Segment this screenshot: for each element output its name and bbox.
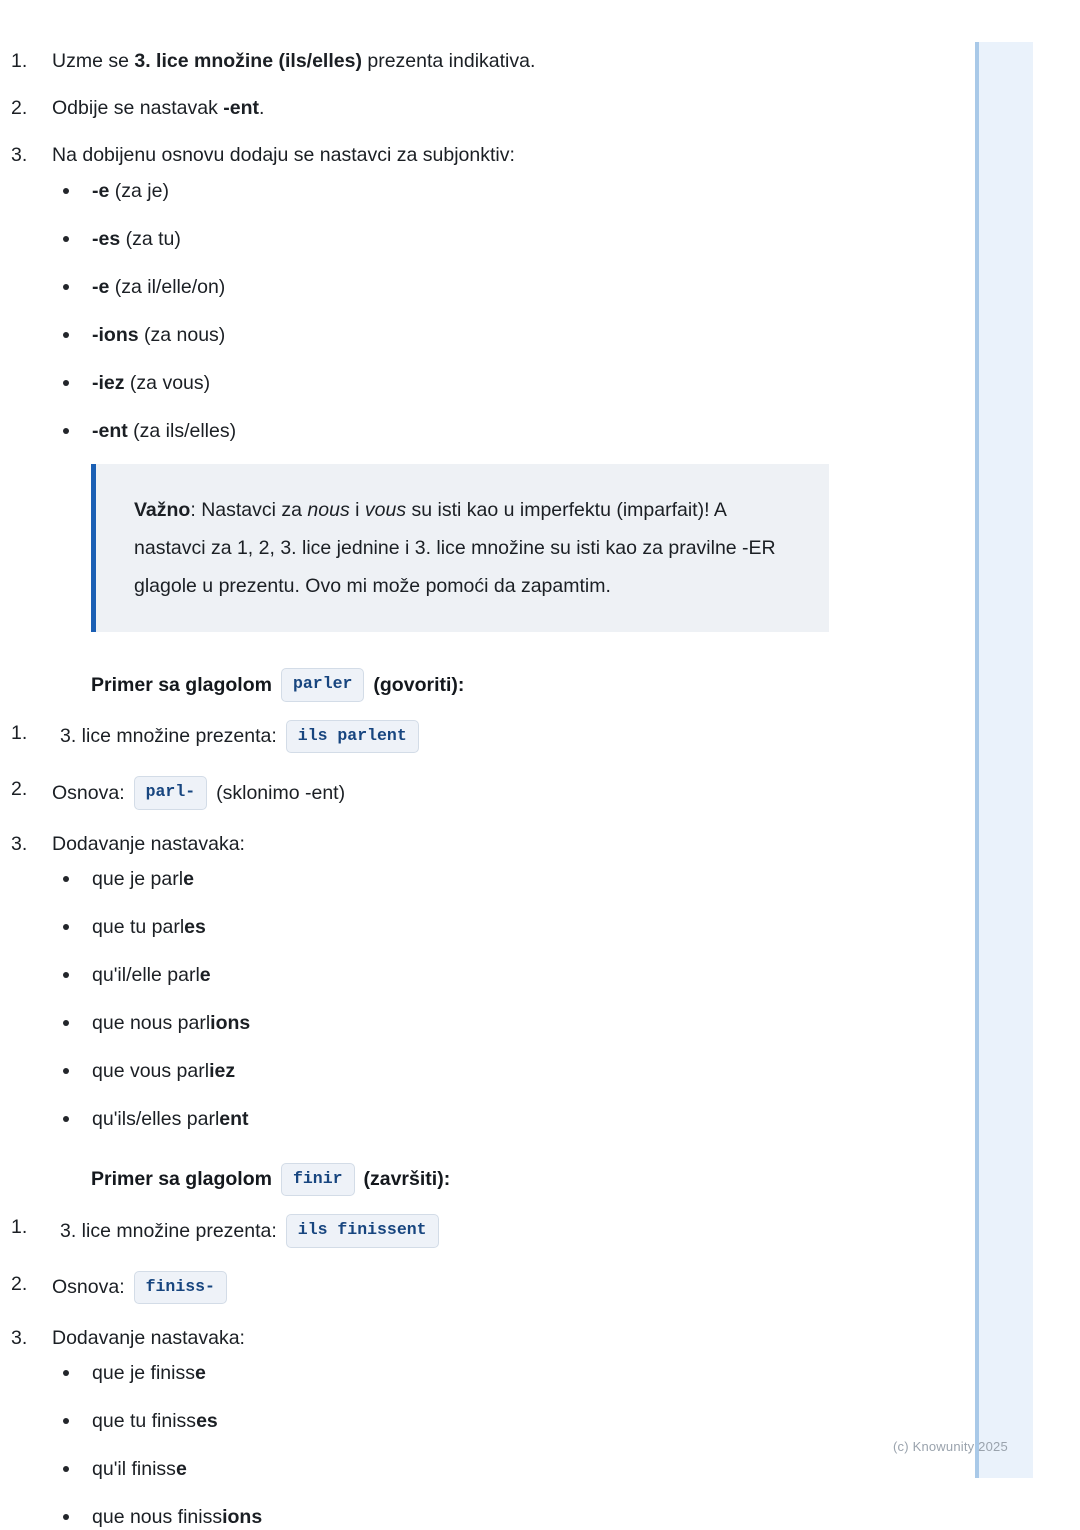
- list-item: [0, 914, 975, 940]
- list-item: [0, 95, 975, 121]
- step-label: 3. lice množine prezenta:: [60, 725, 277, 748]
- code-badge-ils-finissent: ils finissent: [286, 1214, 439, 1248]
- list-item: [0, 1408, 975, 1434]
- conj-ending: iez: [209, 1059, 236, 1082]
- list-marker: 2.: [11, 97, 28, 119]
- conj-ending: ions: [210, 1011, 251, 1034]
- conj-stem: qu'ils/elles parl: [92, 1107, 220, 1130]
- list-item: [0, 720, 975, 754]
- conj-ending: e: [175, 1458, 187, 1480]
- list-item: [0, 776, 975, 810]
- list-item: [0, 1106, 975, 1132]
- step-label: Dodavanje nastavaka:: [52, 832, 245, 855]
- ending-label: -ent: [92, 420, 128, 442]
- conj-ending: e: [199, 963, 211, 986]
- list-item: [0, 322, 975, 348]
- ending-person: (za tu): [120, 228, 181, 250]
- conj-ending: e: [183, 867, 194, 890]
- callout-text: [134, 491, 795, 605]
- step-tail: .: [259, 97, 265, 119]
- conj-ending: ent: [219, 1107, 249, 1130]
- list-item: [0, 1271, 975, 1305]
- step-text: Na dobijenu osnovu dodaju se nastavci za subjonktiv:: [52, 144, 515, 166]
- callout-italic-vous: vous: [364, 499, 407, 521]
- parler-conjugation-list: [0, 866, 975, 1132]
- conj-ending: e: [194, 1362, 206, 1384]
- list-marker: 1.: [11, 1216, 28, 1238]
- callout-part1: : Nastavci za: [190, 499, 308, 521]
- conj-ending: ions: [222, 1506, 263, 1528]
- step-lead: Uzme se: [52, 50, 135, 72]
- conj-stem: que nous finiss: [92, 1506, 223, 1528]
- parler-section-heading: [91, 668, 975, 702]
- list-item: [0, 178, 975, 204]
- step-text: [52, 50, 535, 72]
- step-text: [52, 1271, 236, 1305]
- list-item: [0, 1010, 975, 1036]
- list-item: [0, 418, 975, 444]
- list-item: [0, 274, 975, 300]
- list-item: [0, 1504, 975, 1530]
- parler-steps-list: [0, 720, 975, 857]
- code-badge-finiss-stem: finiss-: [134, 1271, 227, 1305]
- ending-person: (za nous): [138, 324, 226, 346]
- list-marker: 2.: [11, 778, 28, 800]
- code-badge-ils-parlent: ils parlent: [286, 720, 419, 754]
- ending-person: (za vous): [124, 372, 211, 394]
- list-item: [0, 1456, 975, 1482]
- conj-stem: que je parl: [92, 867, 184, 890]
- conj-stem: que je finiss: [92, 1362, 195, 1384]
- list-marker: 1.: [11, 721, 28, 744]
- list-item: [0, 831, 975, 857]
- conj-stem: qu'il finiss: [92, 1458, 176, 1480]
- callout-label: Važno: [134, 499, 191, 521]
- list-marker: 3.: [11, 144, 28, 166]
- conj-stem: que vous parl: [92, 1059, 210, 1082]
- list-marker: 2.: [11, 1272, 28, 1295]
- callout-part3: su isti kao u imperfektu (imparfait)! A nastavci za 1, 2, 3. lice jednine i 3. lice množine su isti kao za pravilne -ER glagole u prezentu. Ovo mi može pomoći da zapamtim.: [134, 499, 776, 597]
- code-badge-parler: parler: [281, 668, 364, 702]
- ending-person: (za il/elle/on): [109, 276, 226, 298]
- callout-italic-nous: nous: [307, 499, 350, 521]
- list-item: [0, 1058, 975, 1084]
- step-text: [60, 720, 428, 754]
- conj-stem: qu'il/elle parl: [92, 963, 200, 986]
- list-item: [0, 370, 975, 396]
- step-label: Dodavanje nastavaka:: [52, 1327, 245, 1349]
- heading-lead: Primer sa glagolom: [91, 673, 272, 696]
- heading-lead: Primer sa glagolom: [91, 1168, 272, 1191]
- step-label: Osnova:: [52, 781, 125, 804]
- finir-section-heading: [91, 1163, 975, 1197]
- heading-tail: (završiti):: [363, 1168, 451, 1191]
- list-item: [0, 226, 975, 252]
- step-tail: (sklonimo -ent): [216, 781, 346, 804]
- ending-label: -ions: [92, 324, 139, 346]
- heading-tail: (govoriti):: [373, 673, 465, 696]
- conj-stem: que tu finiss: [92, 1410, 197, 1432]
- conj-ending: es: [184, 915, 206, 938]
- callout-part2: i: [349, 499, 365, 521]
- step-label: 3. lice množine prezenta:: [60, 1219, 277, 1242]
- formation-steps-list: [0, 48, 975, 168]
- important-callout: [91, 464, 829, 632]
- ending-label: -es: [92, 228, 121, 250]
- list-item: [0, 1325, 975, 1351]
- list-item: [0, 1214, 975, 1248]
- step-text: [52, 776, 345, 810]
- ending-person: (za je): [109, 180, 169, 202]
- step-text: [52, 97, 264, 119]
- conj-ending: es: [196, 1410, 218, 1432]
- list-item: [0, 48, 975, 74]
- step-lead: Odbije se nastavak: [52, 97, 224, 119]
- step-tail: prezenta indikativa.: [361, 50, 536, 72]
- sidebar-accent-strip: [975, 42, 1033, 1478]
- step-bold: -ent: [223, 97, 260, 119]
- list-item: [0, 142, 975, 168]
- conj-stem: que nous parl: [92, 1011, 211, 1034]
- list-item: [0, 1360, 975, 1386]
- step-label: Osnova:: [52, 1276, 125, 1299]
- code-badge-parl-stem: parl-: [134, 776, 208, 810]
- ending-label: -e: [92, 180, 110, 202]
- step-text: [60, 1214, 448, 1248]
- step-bold: 3. lice množine (ils/elles): [134, 50, 362, 72]
- list-marker: 1.: [11, 50, 28, 72]
- code-badge-finir: finir: [281, 1163, 355, 1197]
- endings-list: [0, 178, 975, 444]
- finir-steps-list: [0, 1214, 975, 1351]
- watermark-label: (c) Knowunity 2025: [893, 1439, 1008, 1454]
- list-marker: 3.: [11, 1327, 28, 1349]
- ending-person: (za ils/elles): [127, 420, 237, 442]
- ending-label: -iez: [92, 372, 125, 394]
- list-item: [0, 866, 975, 892]
- conj-stem: que tu parl: [92, 915, 185, 938]
- ending-label: -e: [92, 276, 110, 298]
- finir-conjugation-list: [0, 1360, 975, 1530]
- list-marker: 3.: [11, 832, 28, 855]
- list-item: [0, 962, 975, 988]
